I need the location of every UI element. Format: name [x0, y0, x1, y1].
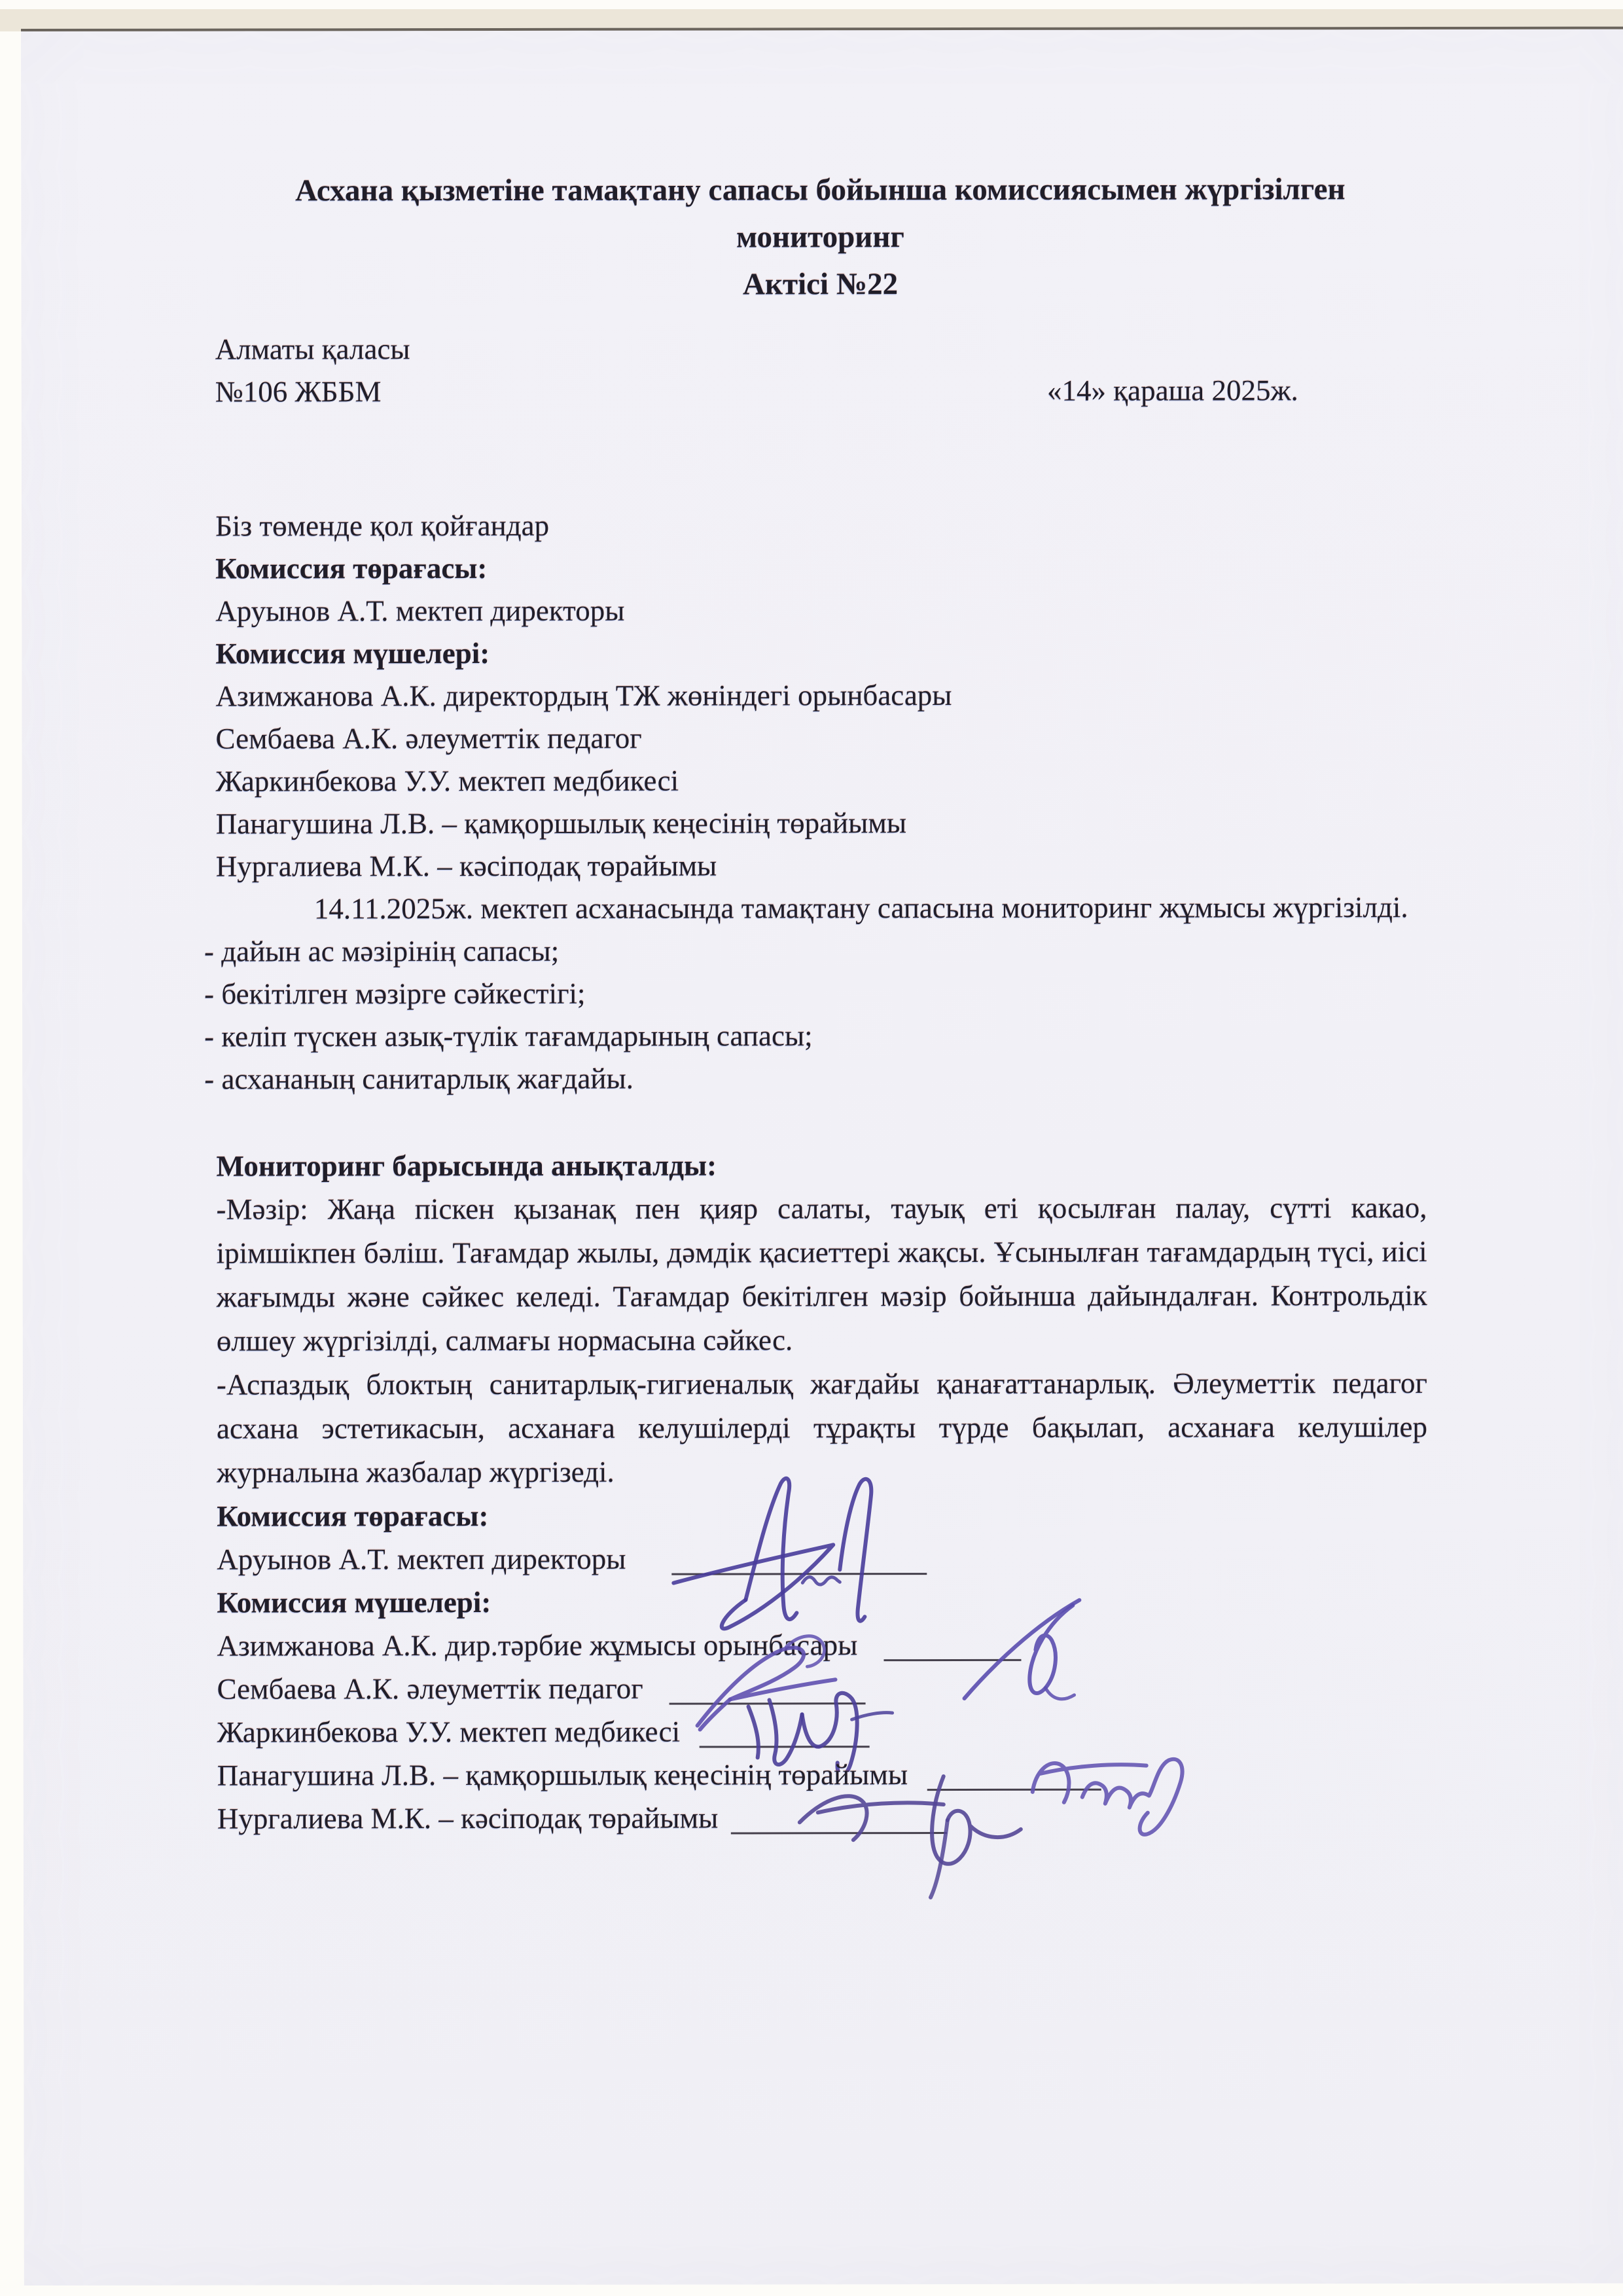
- signoff-chair-line: [217, 1536, 1427, 1581]
- findings-paragraph: -Аспаздық блоктың санитарлық-гигиеналық жағдайы қанағаттанарлық. Әлеуметтік педагог асхана эстетикасын, асханаға келушілерді тұрақты түрде бақылап, асханаға келушілер журналына жазбалар жүргізеді.: [216, 1367, 1428, 1489]
- signoff-member-line: [217, 1752, 1428, 1797]
- findings-label: Мониторинг барысында анықталды:: [216, 1149, 717, 1183]
- signoff-member-name: Азимжанова А.К. дир.тәрбие жұмысы орынбасары: [217, 1628, 858, 1662]
- signoff-chair-label: Комиссия төрағасы:: [217, 1499, 489, 1533]
- signoff-member-line: [217, 1666, 1427, 1711]
- signature-block: [217, 1493, 1428, 1840]
- roster-member: Жаркинбекова У.У. мектеп медбикесі: [215, 764, 679, 798]
- signature-rule: [927, 1763, 1101, 1791]
- title-line-2: мониторинг: [736, 220, 904, 255]
- title-line-3: Актісі №22: [742, 267, 899, 302]
- checklist-item: - бекітілген мәзірге сәйкестігі;: [204, 977, 586, 1011]
- signoff-member-line: [217, 1623, 1427, 1668]
- document-title: [215, 166, 1425, 309]
- signoff-member-line: [217, 1709, 1428, 1754]
- roster-chair-label: Комиссия төрағасы:: [215, 552, 488, 585]
- meta-city: Алматы қаласы: [215, 332, 410, 366]
- signature-rule: [669, 1676, 866, 1704]
- signoff-member-name: Жаркинбекова У.У. мектеп медбикесі: [217, 1715, 681, 1749]
- meta-school: №106 ЖББМ: [215, 375, 382, 408]
- roster-member: Панагушина Л.В. – қамқоршылық кеңесінің төрайымы: [215, 806, 907, 840]
- roster-intro: Біз төменде қол қойғандар: [215, 509, 550, 543]
- signoff-chair-name: Аруынов А.Т. мектеп директоры: [217, 1542, 626, 1576]
- checklist-item: - дайын ас мәзірінің сапасы;: [204, 934, 560, 968]
- meta-row: [215, 369, 1426, 414]
- signoff-member-name: Нургалиева М.К. – кәсіподақ төрайымы: [217, 1801, 719, 1835]
- signoff-member-name: Панагушина Л.В. – қамқоршылық кеңесінің төрайымы: [217, 1758, 908, 1792]
- roster-member: Нургалиева М.К. – кәсіподақ төрайымы: [215, 849, 717, 883]
- title-line-1: Асхана қызметіне тамақтану сапасы бойынша комиссиясымен жүргізілген: [295, 172, 1346, 208]
- signoff-member-name: Сембаева А.К. әлеуметтік педагог: [217, 1672, 643, 1706]
- signoff-members-label: Комиссия мүшелері:: [217, 1585, 491, 1619]
- checklist-item: - келіп түскен азық-түлік тағамдарының сапасы;: [204, 1019, 813, 1053]
- roster-members-label: Комиссия мүшелері:: [215, 637, 490, 670]
- signature-rule: [700, 1719, 870, 1748]
- signoff-member-line: [217, 1795, 1428, 1840]
- commission-roster: [215, 503, 1427, 888]
- signature-rule: [883, 1633, 1021, 1661]
- checklist-item: - асхананың санитарлық жағдайы.: [204, 1062, 633, 1096]
- roster-chair-name: Аруынов А.Т. мектеп директоры: [215, 594, 625, 628]
- roster-member: Азимжанова А.К. директордың ТЖ жөніндегі орынбасары: [215, 679, 952, 713]
- meta-date: «14» қараша 2025ж.: [1046, 374, 1298, 407]
- signature-rule: [731, 1806, 947, 1834]
- roster-member: Сембаева А.К. әлеуметтік педагог: [215, 721, 642, 755]
- findings-paragraph: -Мәзір: Жаңа піскен қызанақ пен қияр салаты, тауық еті қосылған палау, сүтті какао, ірімшікпен бәліш. Тағамдар жылы, дәмдік қасиеттері жақсы. Ұсынылған тағамдардың түсі, иісі жағымды және сәйкес келеді. Тағамдар бекітілген мәзір бойынша дайындалған. Контрольдік өлшеу жүргізілді, салмағы нормасына сәйкес.: [216, 1191, 1427, 1357]
- monitoring-paragraph: 14.11.2025ж. мектеп асханасында тамақтану сапасына мониторинг жұмысы жүргізілді.: [313, 891, 1408, 925]
- monitoring-checklist: [204, 929, 1427, 1101]
- document-content: [204, 29, 1428, 1840]
- paper-sheet: [21, 27, 1623, 2286]
- signature-rule: [671, 1547, 927, 1575]
- document-meta: [215, 327, 1426, 414]
